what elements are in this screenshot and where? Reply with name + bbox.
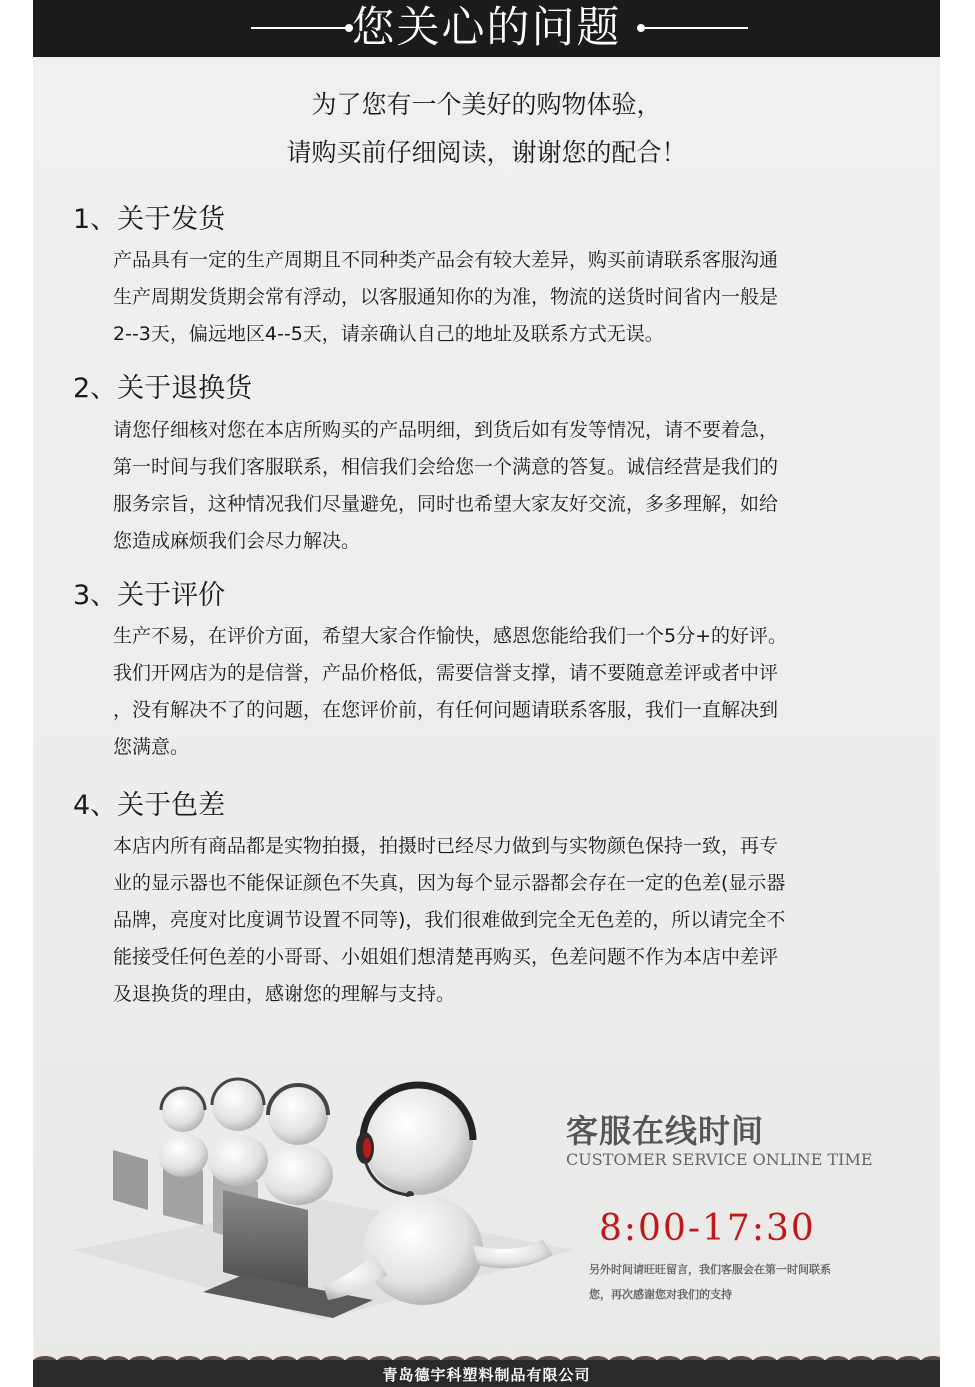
faq-page (33, 0, 940, 1387)
paragraph-line: ，没有解决不了的问题，在您评价前，有任何问题请联系客服，我们一直解决到 (113, 699, 779, 721)
paragraph-line: 您满意。 (113, 736, 190, 758)
paragraph-line: 2--3天，偏远地区4--5天，请亲确认自己的地址及联系方式无误。 (113, 323, 664, 345)
headset-operator-icon (323, 1085, 553, 1305)
paragraph-line: 服务宗旨，这种情况我们尽量避免，同时也希望大家友好交流，多多理解，如给 (113, 493, 779, 515)
page-header (33, 0, 940, 57)
page-title: 您关心的问题 (351, 3, 622, 53)
page-footer (33, 1348, 940, 1387)
paragraph-line: 及退换货的理由，感谢您的理解与支持。 (113, 983, 456, 1005)
section-body-reviews (113, 618, 883, 766)
service-hours-time: 8:00-17:30 (599, 1208, 816, 1249)
service-hours-title: 客服在线时间 (566, 1112, 765, 1150)
section-title-reviews: 3、关于评价 (73, 580, 226, 611)
section-body-returns (113, 412, 883, 560)
paragraph-line: 能接受任何色差的小哥哥、小姐姐们想清楚再购买，色差问题不作为本店中差评 (113, 946, 779, 968)
paragraph-line: 业的显示器也不能保证颜色不失真，因为每个显示器都会存在一定的色差(显示器 (113, 872, 786, 894)
intro-line-1: 为了您有一个美好的购物体验， (311, 90, 662, 119)
section-title-shipping: 1、关于发货 (73, 204, 226, 235)
service-hours-subtitle: CUSTOMER SERVICE ONLINE TIME (566, 1150, 873, 1169)
paragraph-line: 本店内所有商品都是实物拍摄，拍摄时已经尽力做到与实物颜色保持一致，再专 (113, 835, 779, 857)
service-note-line-1: 另外时间请旺旺留言，我们客服会在第一时间联系 (589, 1263, 831, 1276)
paragraph-line: 生产不易，在评价方面，希望大家合作愉快，感恩您能给我们一个5分+的好评。 (113, 625, 788, 647)
paragraph-line: 您造成麻烦我们会尽力解决。 (113, 530, 361, 552)
paragraph-line: 产品具有一定的生产周期且不同种类产品会有较大差异，购买前请联系客服沟通 (113, 249, 779, 271)
company-name: 青岛德宇科塑料制品有限公司 (382, 1366, 591, 1384)
intro-line-2: 请购买前仔细阅读，谢谢您的配合！ (286, 138, 687, 167)
section-body-shipping (113, 242, 883, 353)
section-body-color-difference (113, 828, 883, 1013)
paragraph-line: 我们开网店为的是信誉，产品价格低，需要信誉支撑，请不要随意差评或者中评 (113, 662, 779, 684)
customer-service-illustration (73, 1060, 573, 1320)
header-line-right (643, 27, 748, 29)
paragraph-line: 生产周期发货期会常有浮动，以客服通知你的为准，物流的送货时间省内一般是 (113, 286, 779, 308)
paragraph-line: 品牌，亮度对比度调节设置不同等)，我们很难做到完全无色差的，所以请完全不 (113, 909, 786, 931)
section-title-returns: 2、关于退换货 (73, 373, 253, 404)
service-note-line-2: 您，再次感谢您对我们的支持 (589, 1288, 732, 1301)
section-title-color-difference: 4、关于色差 (73, 790, 226, 821)
paragraph-line: 第一时间与我们客服联系，相信我们会给您一个满意的答复。诚信经营是我们的 (113, 456, 779, 478)
paragraph-line: 请您仔细核对您在本店所购买的产品明细，到货后如有发等情况，请不要着急， (113, 419, 779, 441)
